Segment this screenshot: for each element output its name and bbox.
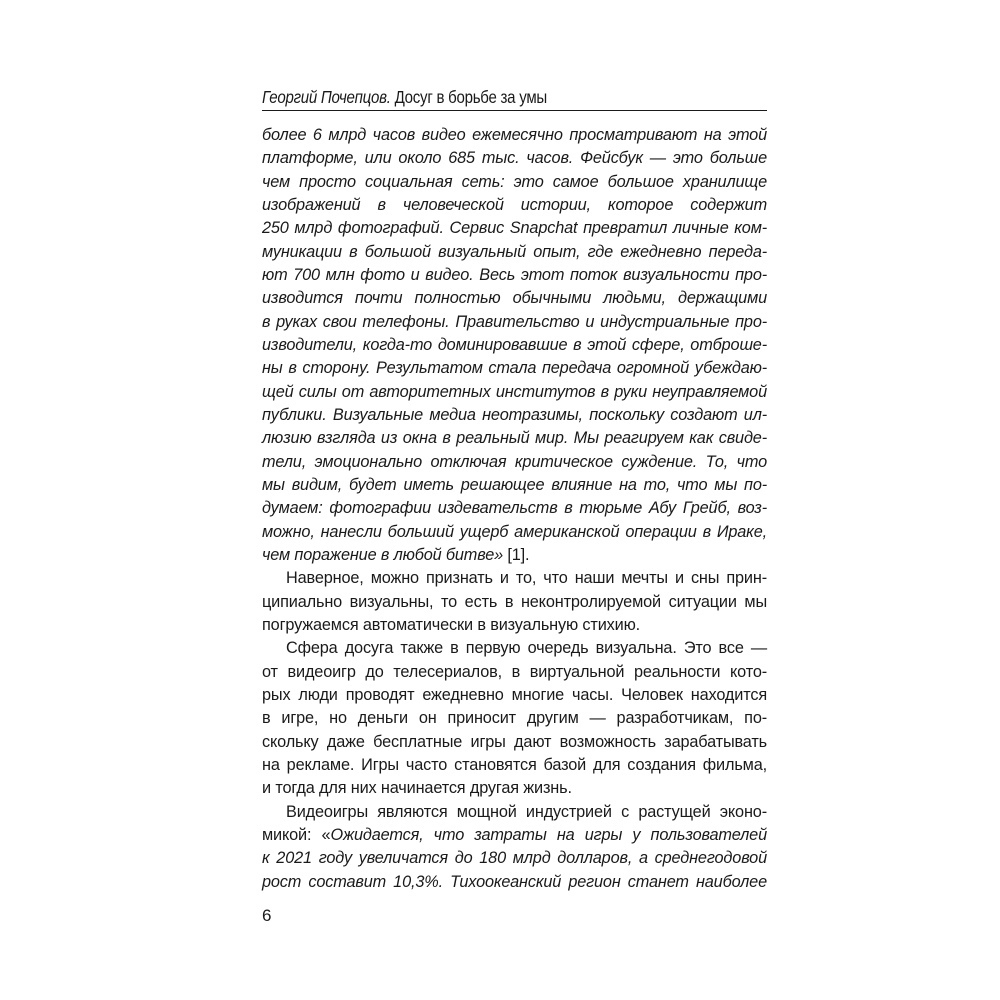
running-header xyxy=(262,86,696,108)
text-line: более 6 млрд часов видео ежемесячно просматривают на этой xyxy=(262,126,767,144)
text-line: можно, нанесли больший ущерб американской операции в Ираке, xyxy=(262,522,767,541)
paragraph-end: и тогда для них начинается другая жизнь. xyxy=(262,779,572,798)
text-line: мы видим, будет иметь решающее влияние на то, что мы по- xyxy=(262,475,767,494)
text-line: на рекламе. Игры часто становятся базой для создания фильма, xyxy=(262,755,767,774)
text-line-quote-end xyxy=(262,544,767,567)
text-line: к 2021 году увеличатся до 180 млрд долларов, а среднегодовой xyxy=(262,849,767,868)
text-line: думаем: фотографии издевательств в тюрьме Абу Грейб, воз- xyxy=(262,499,767,518)
text-line: муникации в большой визуальный опыт, где ежедневно переда- xyxy=(262,242,767,261)
paragraph-end: погружаемся автоматически в визуальную стихию. xyxy=(262,615,641,634)
text-line: скольку даже бесплатные игры дают возможность зарабатывать xyxy=(262,732,767,751)
text-line: изводители, когда-то доминировавшие в этой сфере, отброше- xyxy=(262,335,767,354)
text-line: люзию взгляда из окна в реальный мир. Мы реагируем как свиде- xyxy=(262,429,767,448)
header-author: Георгий Почепцов. xyxy=(262,87,391,107)
page-number: 6 xyxy=(262,906,272,925)
text-line: тели, эмоционально отключая критическое суждение. То, что xyxy=(262,452,767,471)
header-rule xyxy=(262,110,767,111)
quote-start-text: Ожидается, что затраты на игры у пользователей xyxy=(330,825,767,844)
text-line: изводится почти полностью обычными людьми, держащими xyxy=(262,289,767,308)
text-line: в игре, но деньги он приносит другим — разработчикам, по- xyxy=(262,709,767,728)
text-line: публики. Визуальные медиа неотразимы, поскольку создают ил- xyxy=(262,405,767,424)
text-line-mixed xyxy=(262,824,767,847)
text-line: ны в сторону. Результатом стала передача огромной убеждаю- xyxy=(262,359,767,378)
paragraph-start: Наверное, можно признать и то, что наши мечты и сны прин- xyxy=(286,569,767,588)
text-line: ют 700 млн фото и видео. Весь этот поток визуальности про- xyxy=(262,265,767,284)
text-line: чем просто социальная сеть: это самое большое хранилище xyxy=(262,172,767,191)
text-line: от видеоигр до телесериалов, в виртуальной реальности кото- xyxy=(262,662,767,681)
text-line: 250 млрд фотографий. Сервис Snapchat превратил личные ком- xyxy=(262,219,767,238)
header-title: Досуг в борьбе за умы xyxy=(394,87,547,107)
body-text xyxy=(262,124,767,894)
quote-end-text: чем поражение в любой битве» xyxy=(262,545,504,564)
text-line: изображений в человеческой истории, которое содержит xyxy=(262,195,767,214)
text-line: платформе, или около 685 тыс. часов. Фейсбук — это больше xyxy=(262,149,767,168)
text-line: рост составит 10,3%. Тихоокеанский регион станет наиболее xyxy=(262,872,767,891)
text-line: ципиально визуальны, то есть в неконтролируемой ситуации мы xyxy=(262,592,767,611)
text-line: щей силы от авторитетных институтов в руки неуправляемой xyxy=(262,382,767,401)
text-line: рых люди проводят ежедневно многие часы. Человек находится xyxy=(262,685,767,704)
quote-lead-in: микой: « xyxy=(262,825,331,844)
paragraph-start: Сфера досуга также в первую очередь визуальна. Это все — xyxy=(286,639,767,658)
text-line: в руках свои телефоны. Правительство и индустриальные про- xyxy=(262,312,767,331)
paragraph-start: Видеоигры являются мощной индустрией с растущей эконо- xyxy=(286,802,767,821)
citation-ref[interactable]: [1]. xyxy=(503,545,530,564)
